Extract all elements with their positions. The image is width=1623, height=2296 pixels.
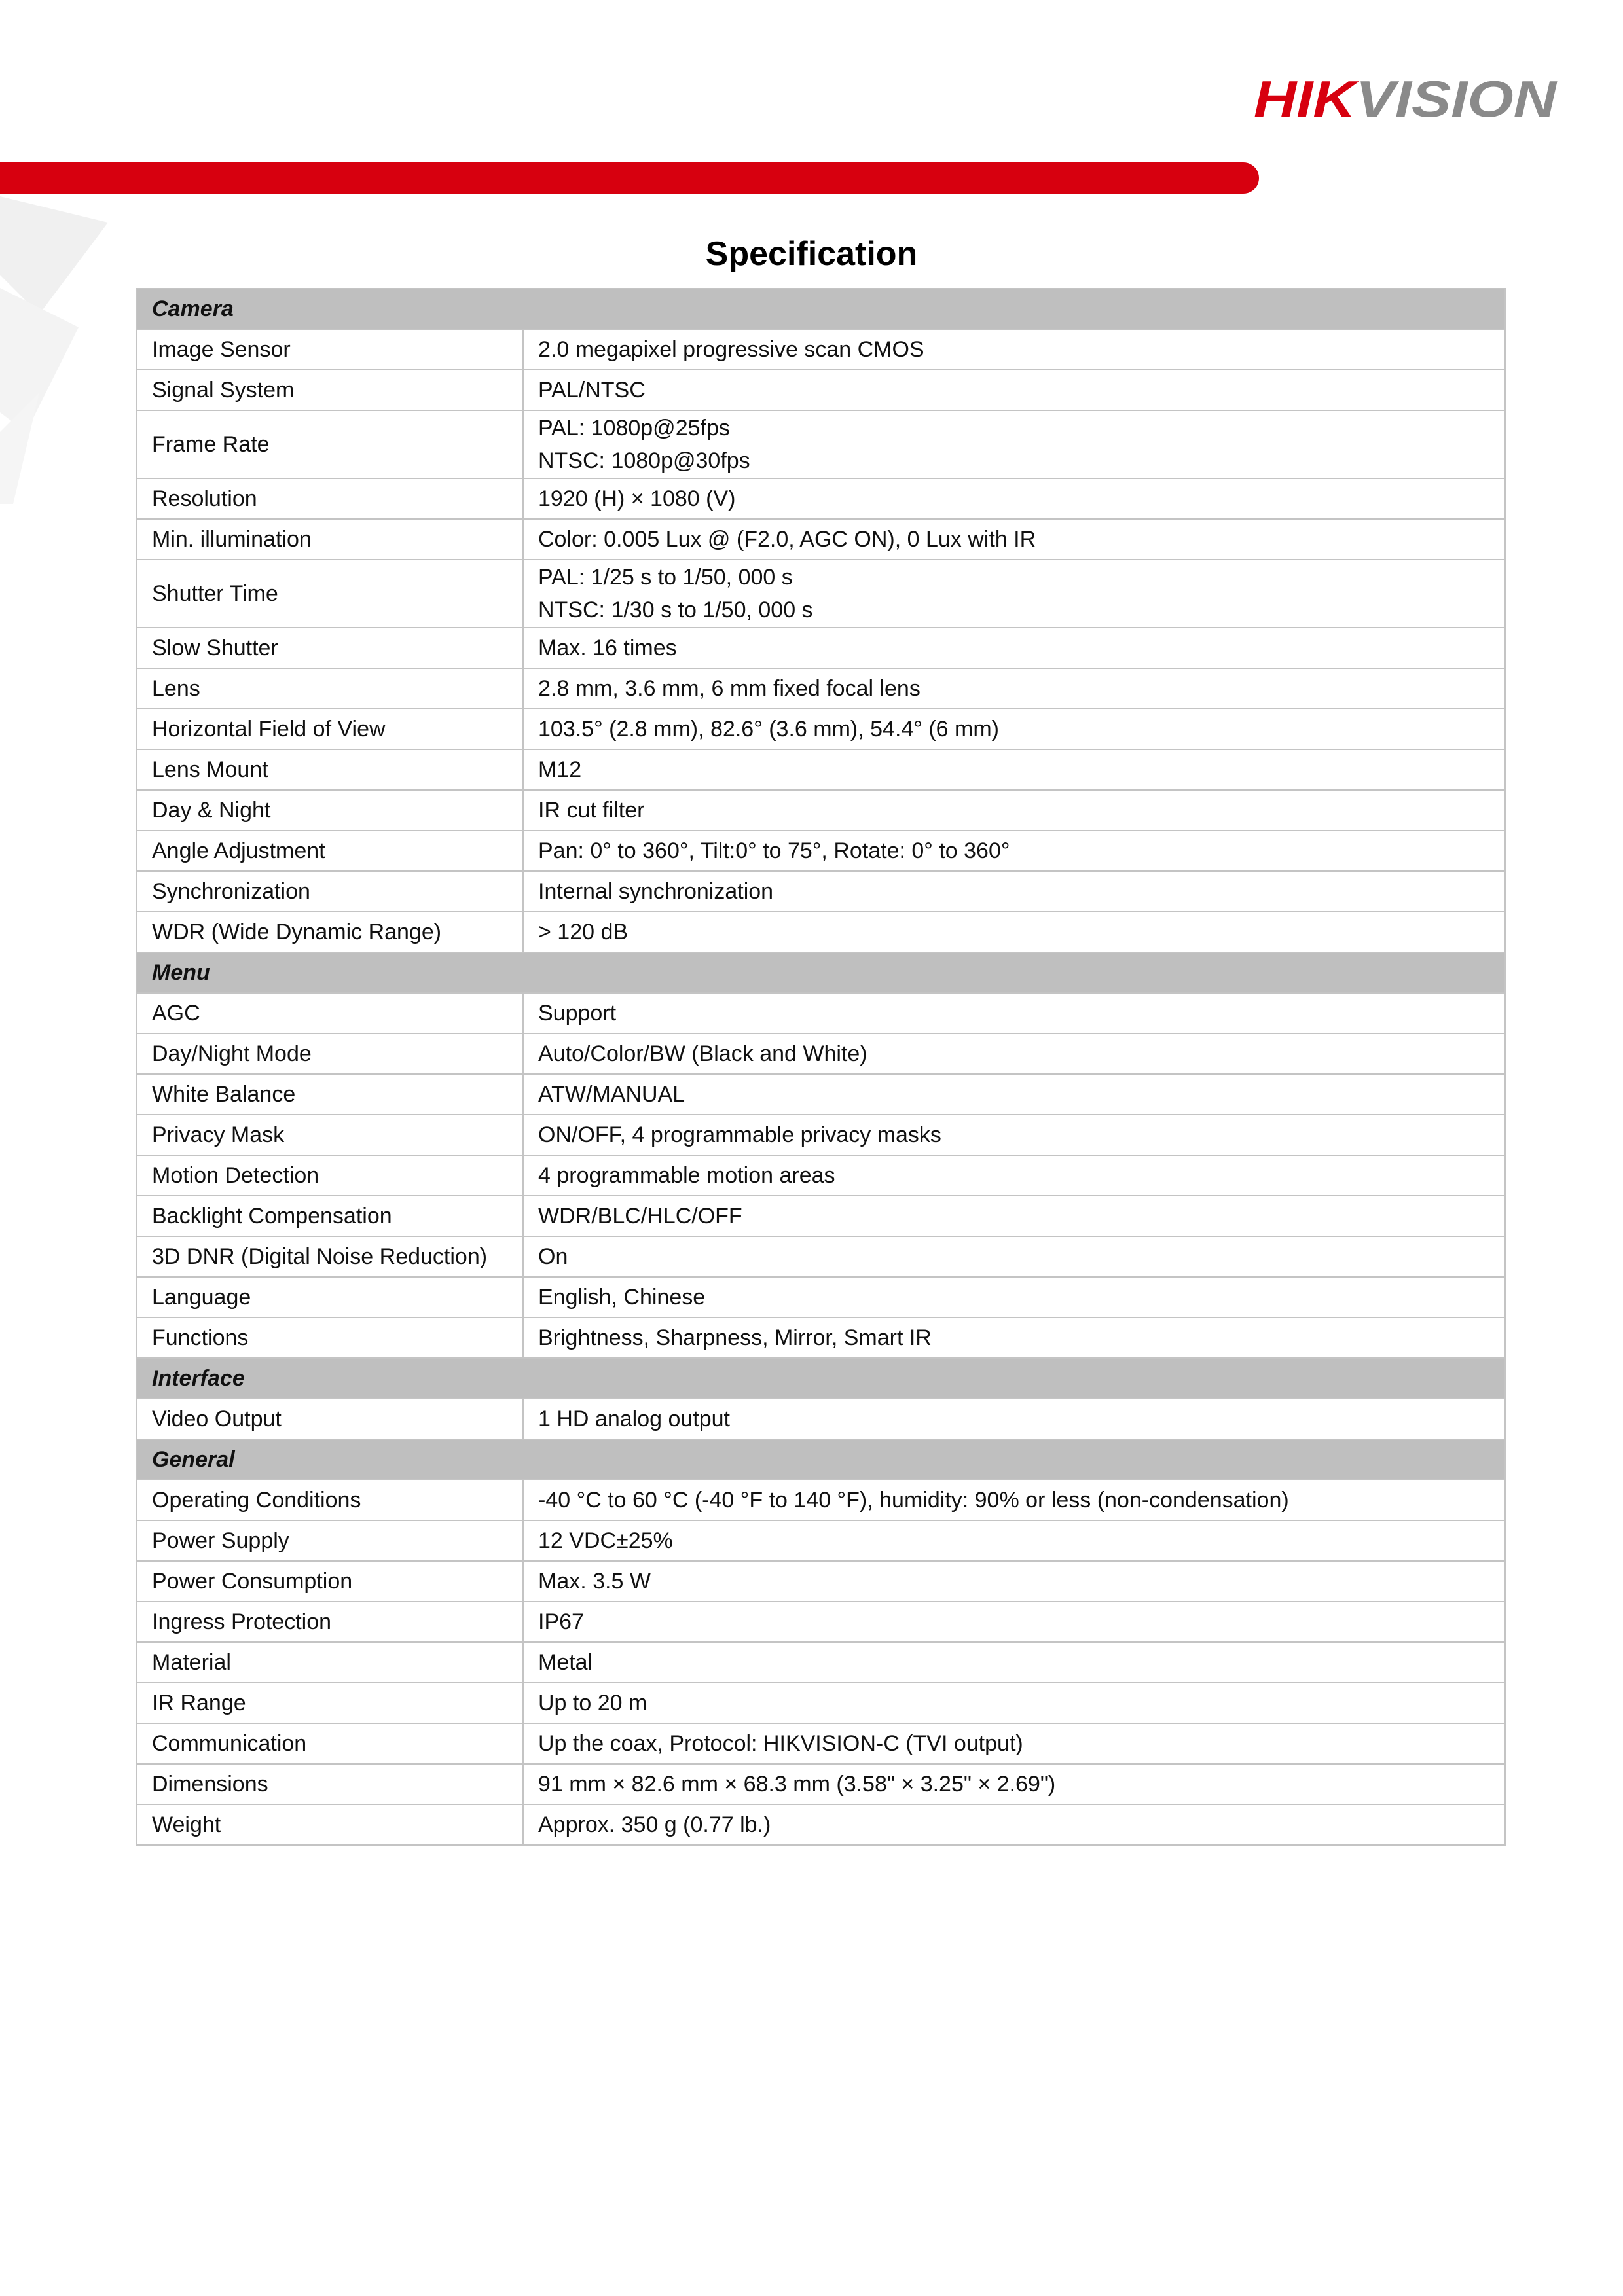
spec-value-line: NTSC: 1080p@30fps [538,448,750,473]
spec-value-line: Approx. 350 g (0.77 lb.) [538,1812,771,1837]
section-header-row [137,1358,1505,1399]
spec-value-line: Auto/Color/BW (Black and White) [538,1041,867,1066]
spec-value [523,668,1505,709]
spec-label: Resolution [137,478,523,519]
spec-row [137,1074,1505,1115]
spec-value-line: 2.0 megapixel progressive scan CMOS [538,337,924,362]
spec-value-line: PAL: 1080p@25fps [538,416,730,440]
spec-value [523,993,1505,1033]
spec-label: Lens Mount [137,749,523,790]
spec-value-line: IR cut filter [538,798,645,823]
spec-value-line: -40 °C to 60 °C (-40 °F to 140 °F), humidity: 90% or less (non-condensation) [538,1488,1289,1513]
spec-value [523,1723,1505,1764]
spec-row [137,912,1505,952]
spec-label: Dimensions [137,1764,523,1804]
spec-value-line: > 120 dB [538,920,629,944]
spec-value-line: 103.5° (2.8 mm), 82.6° (3.6 mm), 54.4° (6 mm) [538,717,999,742]
spec-label: 3D DNR (Digital Noise Reduction) [137,1236,523,1277]
spec-label: Signal System [137,370,523,410]
spec-row [137,1033,1505,1074]
spec-row [137,1318,1505,1358]
spec-row [137,1520,1505,1561]
spec-label: Power Consumption [137,1561,523,1602]
spec-row [137,1561,1505,1602]
spec-label: Angle Adjustment [137,831,523,871]
spec-label: Privacy Mask [137,1115,523,1155]
spec-value [523,709,1505,749]
spec-value-line: 12 VDC±25% [538,1528,673,1553]
spec-label: Horizontal Field of View [137,709,523,749]
spec-value [523,1074,1505,1115]
spec-row [137,560,1505,628]
spec-row [137,519,1505,560]
section-header-row [137,1439,1505,1480]
spec-value-line: English, Chinese [538,1285,706,1310]
section-header: Menu [137,952,1505,993]
spec-label: White Balance [137,1074,523,1115]
spec-value [523,628,1505,668]
spec-value [523,1155,1505,1196]
spec-row [137,749,1505,790]
spec-row [137,1196,1505,1236]
spec-row [137,1642,1505,1683]
spec-row [137,628,1505,668]
spec-label: WDR (Wide Dynamic Range) [137,912,523,952]
spec-label: Min. illumination [137,519,523,560]
spec-value-line: 1920 (H) × 1080 (V) [538,486,736,511]
svg-text:HIKVISION: HIK VISION [1254,73,1529,126]
spec-row [137,993,1505,1033]
spec-value [523,1277,1505,1318]
spec-value [523,1318,1505,1358]
spec-value-line: Brightness, Sharpness, Mirror, Smart IR [538,1325,932,1350]
spec-row [137,1115,1505,1155]
spec-row [137,1277,1505,1318]
spec-value [523,749,1505,790]
spec-value [523,1399,1505,1439]
spec-value-line: On [538,1244,568,1269]
spec-label: Ingress Protection [137,1602,523,1642]
spec-label: Video Output [137,1399,523,1439]
spec-value [523,871,1505,912]
spec-value-line: Max. 3.5 W [538,1569,651,1594]
spec-row [137,1155,1505,1196]
spec-value-line: PAL/NTSC [538,378,646,403]
spec-label: Lens [137,668,523,709]
spec-value-line: M12 [538,757,582,782]
spec-label: AGC [137,993,523,1033]
spec-row [137,1399,1505,1439]
spec-value-line: WDR/BLC/HLC/OFF [538,1204,742,1229]
hikvision-logo [1254,73,1561,126]
spec-value [523,519,1505,560]
spec-row [137,790,1505,831]
spec-value-line: Color: 0.005 Lux @ (F2.0, AGC ON), 0 Lux with IR [538,527,1036,552]
spec-value-line: PAL: 1/25 s to 1/50, 000 s [538,565,793,590]
spec-value-line: Metal [538,1650,593,1675]
spec-value [523,1520,1505,1561]
spec-value [523,1115,1505,1155]
spec-row [137,478,1505,519]
spec-value-line: Max. 16 times [538,636,677,660]
spec-value-line: NTSC: 1/30 s to 1/50, 000 s [538,598,813,622]
spec-value-line: Support [538,1001,617,1026]
spec-label: Operating Conditions [137,1480,523,1520]
spec-label: Weight [137,1804,523,1845]
spec-row [137,1764,1505,1804]
spec-label: Power Supply [137,1520,523,1561]
spec-row [137,709,1505,749]
spec-label: Day/Night Mode [137,1033,523,1074]
spec-row [137,1236,1505,1277]
spec-value [523,1642,1505,1683]
spec-label: Motion Detection [137,1155,523,1196]
section-header: Interface [137,1358,1505,1399]
spec-value [523,1683,1505,1723]
spec-value [523,370,1505,410]
spec-row [137,410,1505,478]
spec-value [523,1561,1505,1602]
specification-table [136,288,1506,1846]
spec-value [523,1602,1505,1642]
spec-label: Communication [137,1723,523,1764]
spec-row [137,871,1505,912]
spec-value-line: Internal synchronization [538,879,774,904]
section-header: General [137,1439,1505,1480]
spec-row [137,370,1505,410]
spec-label: Slow Shutter [137,628,523,668]
spec-value-line: ON/OFF, 4 programmable privacy masks [538,1122,941,1147]
spec-value [523,1236,1505,1277]
spec-row [137,831,1505,871]
spec-label: Material [137,1642,523,1683]
spec-value [523,831,1505,871]
spec-label: Synchronization [137,871,523,912]
spec-value [523,912,1505,952]
spec-label: Language [137,1277,523,1318]
spec-value [523,790,1505,831]
spec-label: Frame Rate [137,410,523,478]
section-header-row [137,952,1505,993]
hikvision-logo-mark [1254,73,1561,126]
spec-row [137,668,1505,709]
header-accent-bar [0,162,1259,194]
spec-value [523,329,1505,370]
spec-label: Functions [137,1318,523,1358]
spec-value-line: Pan: 0° to 360°, Tilt:0° to 75°, Rotate: 0° to 360° [538,838,1010,863]
spec-label: Shutter Time [137,560,523,628]
spec-row [137,1480,1505,1520]
spec-label: IR Range [137,1683,523,1723]
spec-value-line: Up the coax, Protocol: HIKVISION-C (TVI output) [538,1731,1023,1756]
spec-value [523,478,1505,519]
spec-label: Image Sensor [137,329,523,370]
spec-value-line: Up to 20 m [538,1691,647,1715]
spec-row [137,1683,1505,1723]
spec-value-line: ATW/MANUAL [538,1082,685,1107]
spec-value [523,410,1505,478]
spec-row [137,329,1505,370]
spec-label: Backlight Compensation [137,1196,523,1236]
spec-row [137,1804,1505,1845]
spec-value-line: 2.8 mm, 3.6 mm, 6 mm fixed focal lens [538,676,921,701]
spec-row [137,1602,1505,1642]
spec-value-line: 91 mm × 82.6 mm × 68.3 mm (3.58" × 3.25" × 2.69") [538,1772,1056,1797]
spec-value-line: 1 HD analog output [538,1407,730,1431]
spec-value-line: 4 programmable motion areas [538,1163,835,1188]
spec-value [523,1196,1505,1236]
section-header-row [137,289,1505,329]
page-title: Specification [705,235,918,273]
spec-value [523,560,1505,628]
spec-value-line: IP67 [538,1609,584,1634]
spec-value [523,1764,1505,1804]
spec-value [523,1480,1505,1520]
spec-label: Day & Night [137,790,523,831]
section-header: Camera [137,289,1505,329]
spec-row [137,1723,1505,1764]
spec-value [523,1033,1505,1074]
spec-value [523,1804,1505,1845]
